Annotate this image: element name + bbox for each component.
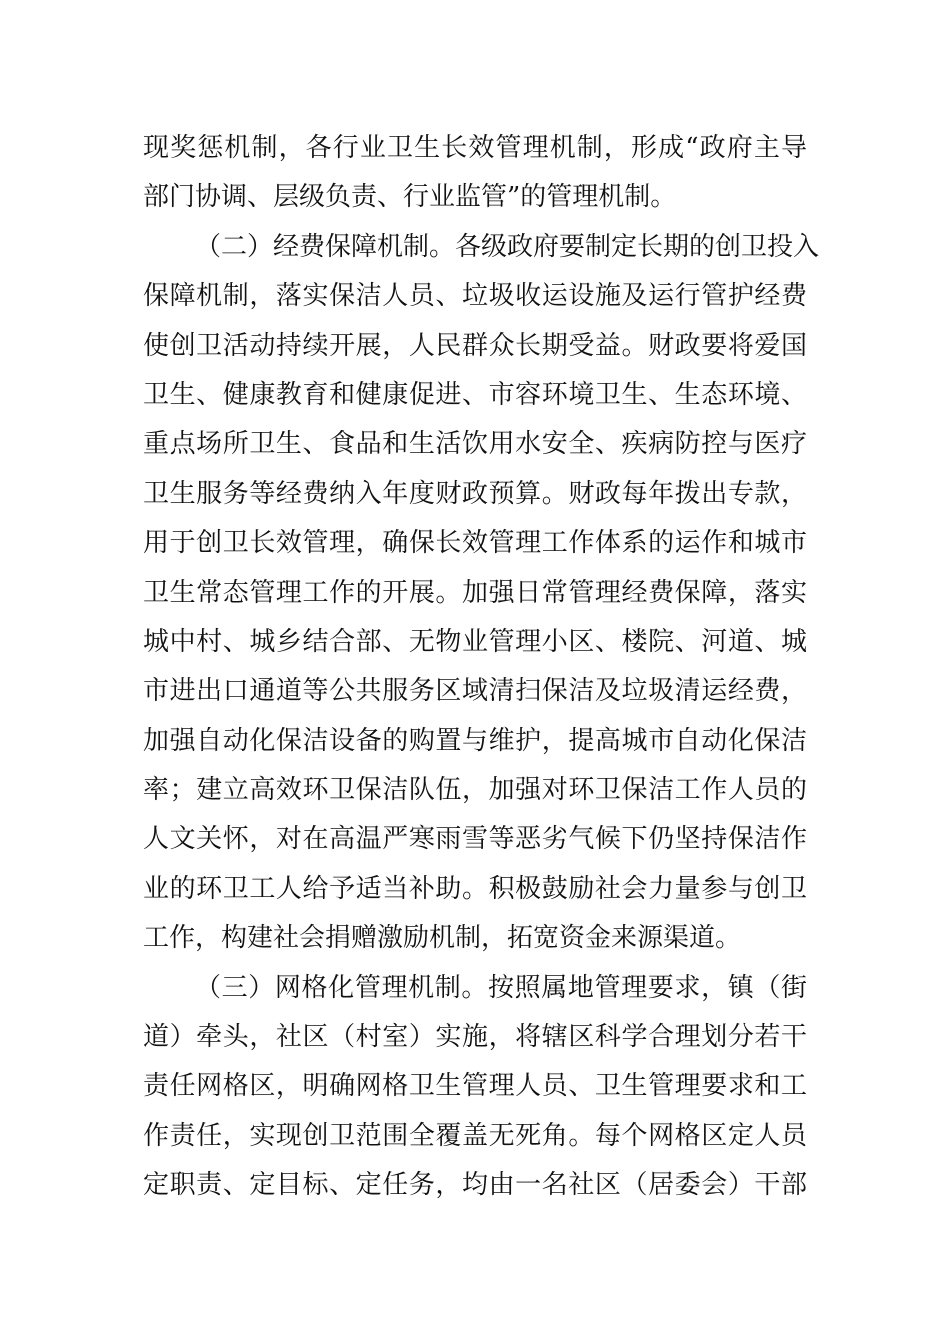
- text-line: 保障机制，落实保洁人员、垃圾收运设施及运行管护经费: [143, 281, 807, 312]
- text-line: 卫生、健康教育和健康促进、市容环境卫生、生态环境、: [143, 379, 807, 410]
- text-line: 作责任，实现创卫范围全覆盖无死角。每个网格区定人员: [143, 1120, 807, 1151]
- body-text: [143, 124, 820, 1211]
- text-line: 率；建立高效环卫保洁队伍，加强对环卫保洁工作人员的: [143, 775, 807, 806]
- text-line: 道）牵头，社区（村室）实施，将辖区科学合理划分若干: [143, 1022, 807, 1053]
- text-line: 现奖惩机制，各行业卫生长效管理机制，形成“政府主导: [143, 133, 807, 163]
- text-line: 重点场所卫生、食品和生活饮用水安全、疾病防控与医疗: [143, 429, 807, 460]
- text-line: 加强自动化保洁设备的购置与维护，提高城市自动化保洁: [143, 725, 807, 756]
- text-line: 定职责、定目标、定任务，均由一名社区（居委会）干部: [143, 1170, 807, 1201]
- text-line: 人文关怀，对在高温严寒雨雪等恶劣气候下仍坚持保洁作: [143, 824, 807, 855]
- section-heading-line: （二）经费保障机制。各级政府要制定长期的创卫投入: [195, 231, 820, 262]
- text-line: 市进出口通道等公共服务区域清扫保洁及垃圾清运经费，: [143, 676, 807, 707]
- text-line: 部门协调、层级负责、行业监管”的管理机制。: [143, 182, 677, 213]
- text-line: 使创卫活动持续开展，人民群众长期受益。财政要将爱国: [143, 330, 807, 361]
- text-line: 业的环卫工人给予适当补助。积极鼓励社会力量参与创卫: [143, 873, 807, 904]
- text-line: 城中村、城乡结合部、无物业管理小区、楼院、河道、城: [143, 626, 807, 657]
- text-line: 卫生服务等经费纳入年度财政预算。财政每年拨出专款，: [143, 478, 807, 509]
- text-line: 卫生常态管理工作的开展。加强日常管理经费保障，落实: [143, 577, 807, 608]
- text-line: 责任网格区，明确网格卫生管理人员、卫生管理要求和工: [143, 1071, 807, 1102]
- text-line: 用于创卫长效管理，确保长效管理工作体系的运作和城市: [143, 528, 807, 559]
- section-heading-line: （三）网格化管理机制。按照属地管理要求，镇（街: [195, 972, 807, 1003]
- text-line: 工作，构建社会捐赠激励机制，拓宽资金来源渠道。: [143, 923, 742, 954]
